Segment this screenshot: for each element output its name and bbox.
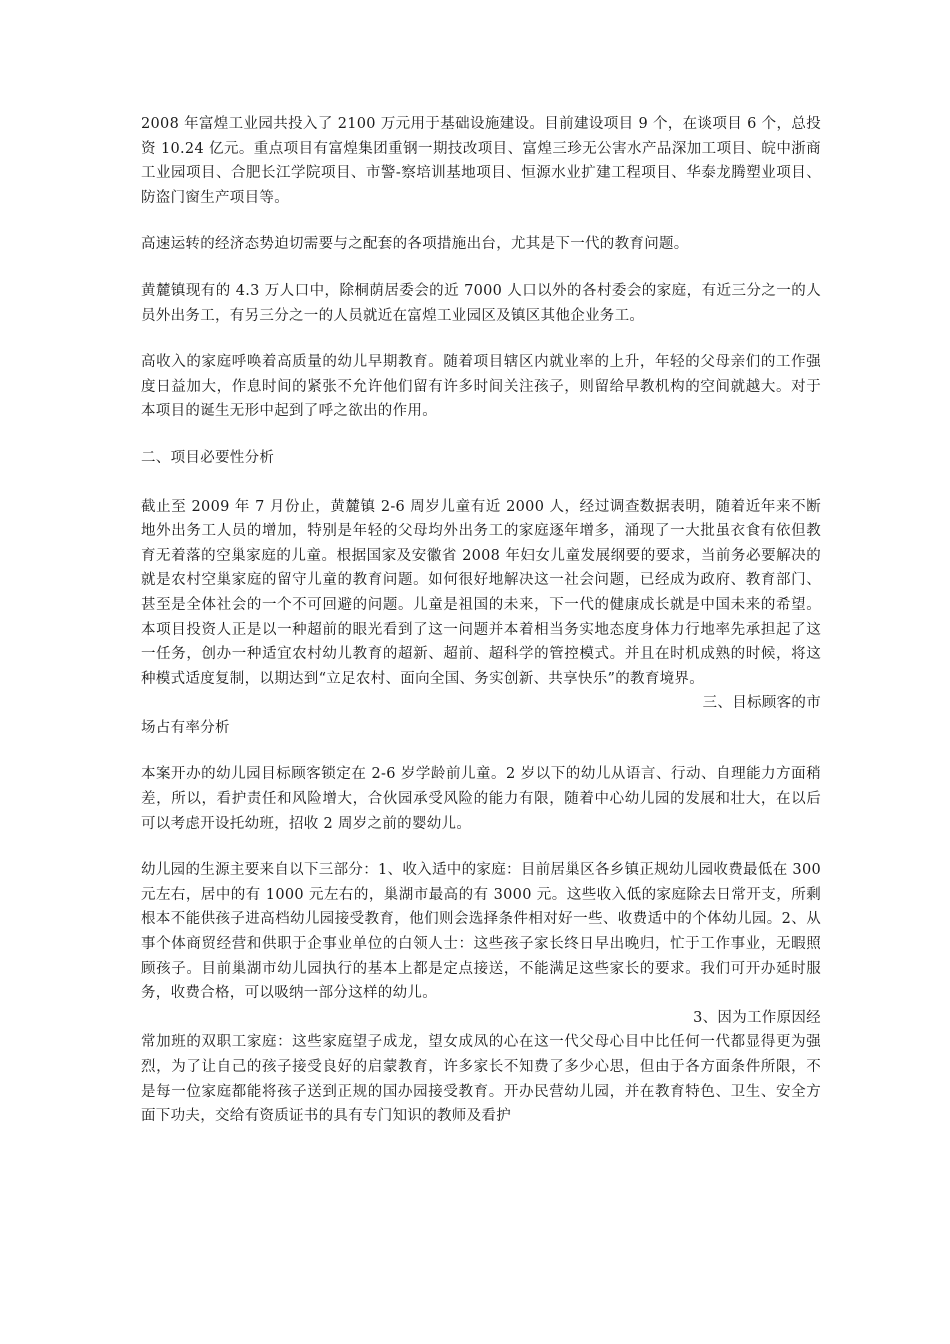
- section-heading-market-share-start: 三、目标顾客的市: [702, 695, 821, 712]
- paragraph-dual-income: 常加班的双职工家庭：这些家庭望子成龙，望女成凤的心在这一代父母心目中比任何一代都显得更为强烈，为了让自己的孩子接受良好的启蒙教育，许多家长不知费了多少心思，但由于各方面条件所限，不是每一位家庭都能将孩子送到正规的国办园接受教育。开办民营幼儿园，并在教育特色、卫生、安全方面下功夫，交给有资质证书的具有专门知识的教师及看护: [141, 1034, 821, 1125]
- section-heading-necessity: 二、项目必要性分析: [141, 449, 275, 466]
- paragraph-dual-income-start: 3、因为工作原因经: [693, 1009, 821, 1026]
- paragraph-investment: 2008 年富煌工业园共投入了 2100 万元用于基础设施建设。目前建设项目 9 个，在谈项目 6 个，总投资 10.24 亿元。重点项目有富煌集团重钢一期技改项目、富煌三珍无公害水产品深加工项目、皖中浙商工业园项目、合肥长江学院项目、市警-察培训基地项目、恒源水业扩建工程项目、华泰龙腾塑业项目、防盗门窗生产项目等。: [141, 116, 821, 206]
- section-heading-market-share-end: 场占有率分析: [141, 719, 230, 736]
- document-page: [141, 112, 821, 1129]
- paragraph-population: 黄麓镇现有的 4.3 万人口中，除桐荫居委会的近 7000 人口以外的各村委会的家庭，有近三分之一的人员外出务工，有另三分之一的人员就近在富煌工业园区及镇区其他企业务工。: [141, 282, 821, 324]
- paragraph-target-customers: 本案开办的幼儿园目标顾客锁定在 2-6 岁学龄前儿童。2 岁以下的幼儿从语言、行动、自理能力方面稍差，所以，看护责任和风险增大，合伙园承受风险的能力有限，随着中心幼儿园的发展和壮大，在以后可以考虑开设托幼班，招收 2 周岁之前的婴幼儿。: [141, 766, 821, 832]
- paragraph-necessity: 截止至 2009 年 7 月份止，黄麓镇 2-6 周岁儿童有近 2000 人，经过调查数据表明，随着近年来不断地外出务工人员的增加，特别是年轻的父母均外出务工的家庭逐年增多，涌现了一大批虽衣食有依但教育无着落的空巢家庭的儿童。根据国家及安徽省 2008 年妇女儿童发展纲要的要求，当前务必要解决的就是农村空巢家庭的留守儿童的教育问题。如何很好地解决这一社会问题，已经成为政府、教育部门、甚至是全体社会的一个不可回避的问题。儿童是祖国的未来，下一代的健康成长就是中国未来的希望。本项目投资人正是以一种超前的眼光看到了这一问题并本着相当务实地态度身体力行地率先承担起了这一任务，创办一种适宜农村幼儿教育的超新、超前、超科学的管控模式。并且在时机成熟的时候，将这种模式适度复制，以期达到“立足农村、面向全国、务实创新、共享快乐”的教育境界。: [141, 498, 821, 687]
- paragraph-enrollment-sources: 幼儿园的生源主要来自以下三部分：1、收入适中的家庭：目前居巢区各乡镇正规幼儿园收费最低在 300 元左右，居中的有 1000 元左右的，巢湖市最高的有 3000 元。这些收入低的家庭除去日常开支，所剩根本不能供孩子进高档幼儿园接受教育，他们则会选择条件相对好一些、收费适中的个体幼儿园。2、从事个体商贸经营和供职于企事业单位的白领人士：这些孩子家长终日早出晚归，忙于工作事业，无暇照顾孩子。目前巢湖市幼儿园执行的基本上都是定点接送，不能满足这些家长的要求。我们可开办延时服务，收费合格，可以吸纳一部分这样的幼儿。: [141, 862, 821, 1002]
- paragraph-economy: 高速运转的经济态势迫切需要与之配套的各项措施出台，尤其是下一代的教育问题。: [141, 236, 689, 253]
- paragraph-income: 高收入的家庭呼唤着高质量的幼儿早期教育。随着项目辖区内就业率的上升，年轻的父母亲们的工作强度日益加大，作息时间的紧张不允许他们留有许多时间关注孩子，则留给早教机构的空间就越大。对于本项目的诞生无形中起到了呼之欲出的作用。: [141, 354, 821, 420]
